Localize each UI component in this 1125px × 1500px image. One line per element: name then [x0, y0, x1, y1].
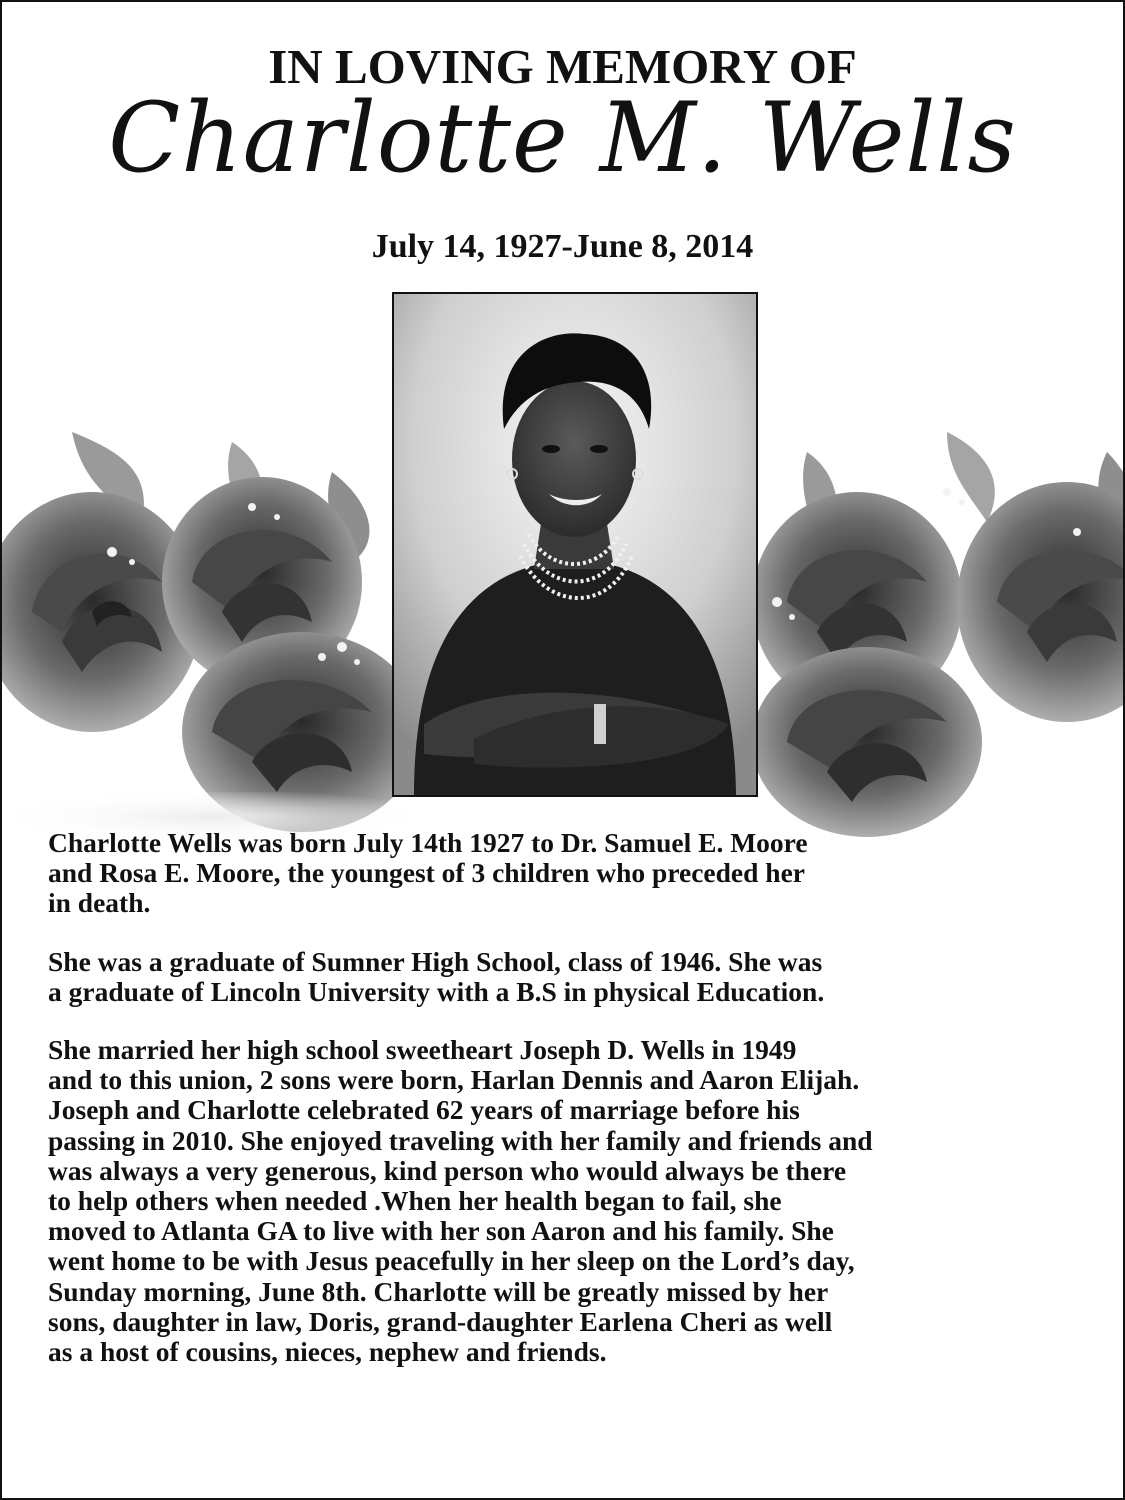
bio-paragraph-family: She married her high school sweetheart Joseph D. Wells in 1949 and to this union, 2 sons were born, Harlan Dennis and Aaron Elijah. Joseph and Charlotte celebrated 62 years of marriage before his passing in 2010. She enjoyed traveling with her family and friends and was always a very generous, kind person who would always be there to help others when needed .When her health began to fail, she moved to Atlanta GA to live with her son Aaron and his family. She went home to be with Jesus peacefully in her sleep on the Lord’s day, Sunday morning, June 8th. Charlotte will be greatly missed by her sons, daughter in law, Doris, grand-daughter Earlena Cheri as well as a host of cousins, nieces, nephew and friends.	[48, 1034, 873, 1368]
rose-icon	[2, 412, 422, 842]
biography	[48, 828, 1108, 1395]
bio-paragraph-birth: Charlotte Wells was born July 14th 1927 to Dr. Samuel E. Moore and Rosa E. Moore, the youngest of 3 children who preceded her in death.	[48, 827, 808, 919]
memorial-heading: IN LOVING MEMORY OF	[268, 39, 857, 94]
deceased-name: Charlotte M. Wells	[108, 82, 1017, 194]
rose-icon	[747, 412, 1125, 842]
life-dates: July 14, 1927-June 8, 2014	[371, 228, 754, 265]
portrait-photo	[392, 292, 758, 797]
bio-paragraph-education: She was a graduate of Sumner High School, class of 1946. She was a graduate of Lincoln University with a B.S in physical Education.	[48, 945, 825, 1007]
